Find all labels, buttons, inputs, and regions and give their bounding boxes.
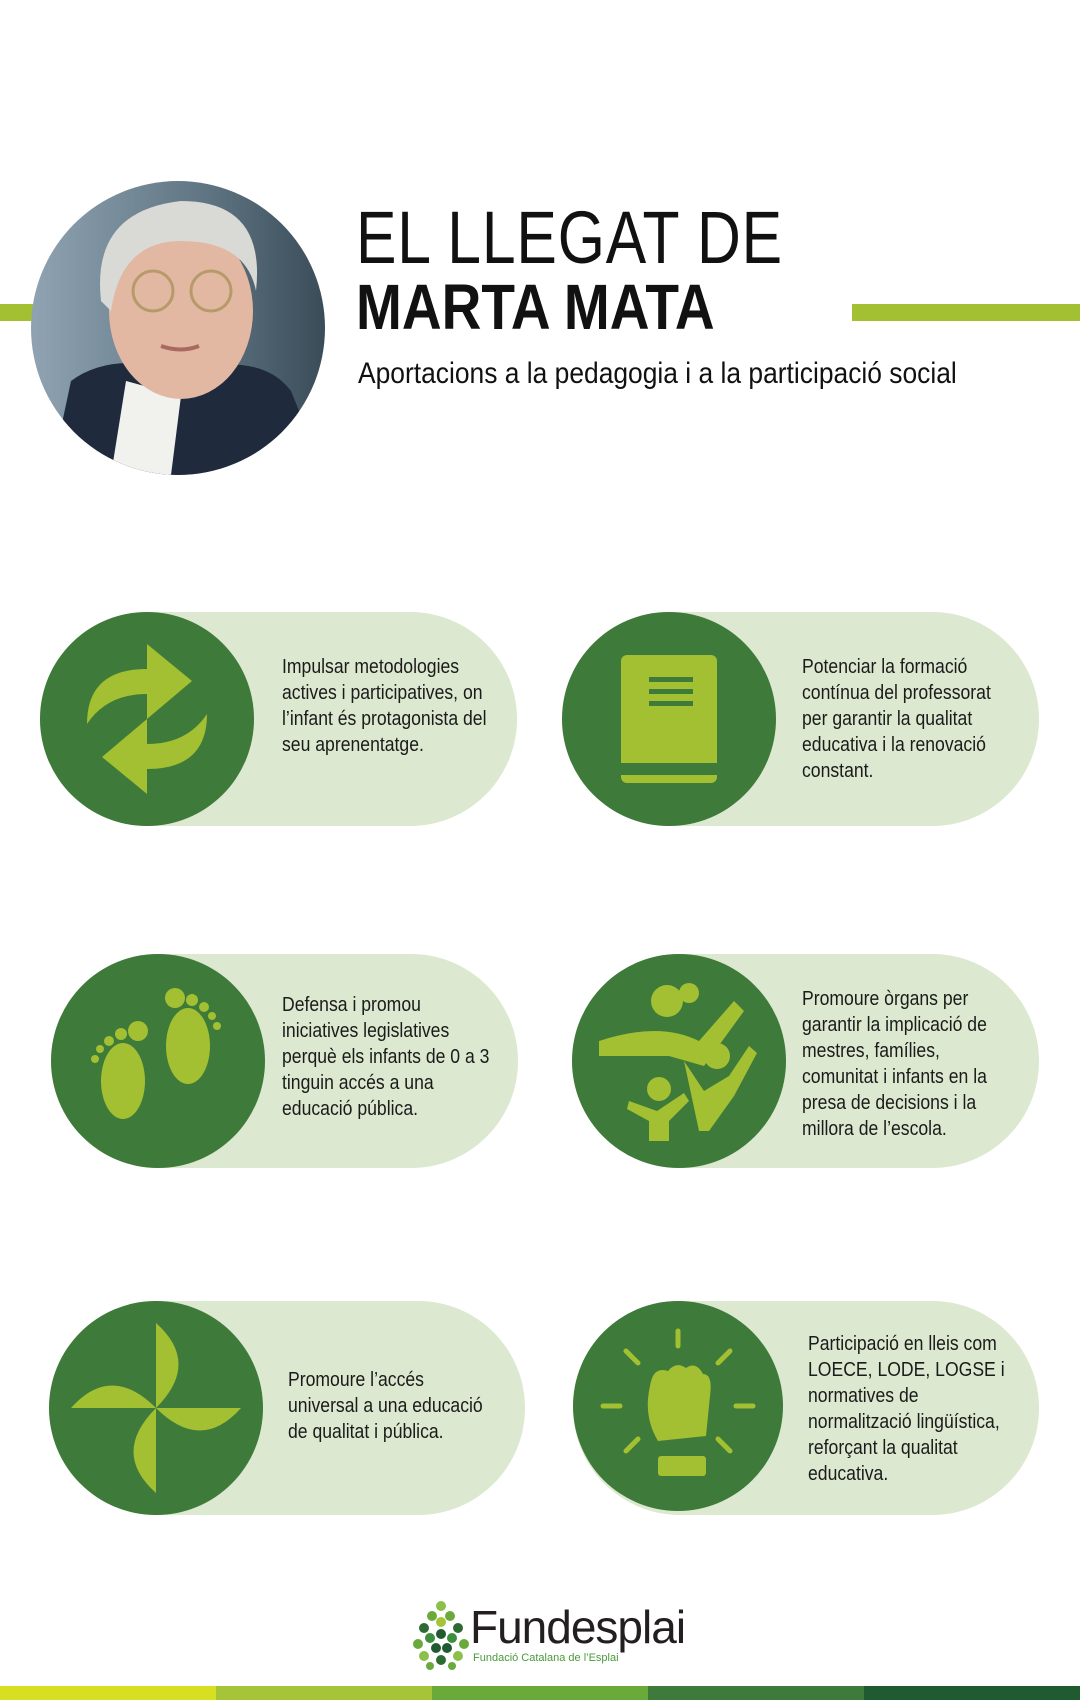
tree-logo-icon [410, 1600, 472, 1670]
refresh-arrows-icon [40, 612, 254, 826]
community-people-icon [572, 954, 786, 1168]
card-text: Promoure l’accés universal a una educació de qualitat i pública. [288, 1369, 483, 1443]
card-text: Potenciar la formació contínua del professorat per garantir la qualitat educativa i la renovació constant. [802, 656, 991, 782]
fundesplai-logo [410, 1600, 690, 1672]
page-subtitle: Aportacions a la pedagogia i a la participació social [358, 357, 957, 390]
portrait-photo [31, 181, 325, 475]
accent-line-right [852, 304, 1080, 321]
footer-bar-3 [432, 1686, 648, 1700]
footer-bar-4 [648, 1686, 864, 1700]
card-universal-access [49, 1301, 525, 1515]
card-methodologies [40, 612, 517, 826]
card-text: Defensa i promou iniciatives legislatives perquè els infants de 0 a 3 tinguin accés a una educació pública. [282, 994, 490, 1120]
card-teacher-training [562, 612, 1039, 826]
raised-fist-icon [573, 1301, 783, 1511]
footer-bar-1 [0, 1686, 216, 1700]
card-participation-bodies [572, 954, 1039, 1168]
page-title-line1: EL LLEGAT DE [356, 196, 783, 279]
footer-bar-2 [216, 1686, 432, 1700]
card-text: Participació en lleis com LOECE, LODE, LOGSE i normatives de normalització lingüística, reforçant la qualitat educativa. [808, 1333, 1005, 1485]
logo-name: Fundesplai [470, 1601, 686, 1653]
card-laws [573, 1301, 1039, 1515]
book-icon [562, 612, 776, 826]
card-early-education [51, 954, 518, 1168]
logo-tagline: Fundació Catalana de l’Esplai [473, 1652, 619, 1664]
card-text: Impulsar metodologies actives i participatives, on l’infant és protagonista del seu aprenentatge. [282, 656, 487, 756]
accent-line-left [0, 304, 34, 321]
card-text: Promoure òrgans per garantir la implicació de mestres, famílies, comunitat i infants en la presa de decisions i la millora de l’escola. [802, 988, 987, 1140]
footprints-icon [51, 954, 265, 1168]
pinwheel-icon [49, 1301, 263, 1515]
footer-bar-5 [864, 1686, 1080, 1700]
page-title-line2: MARTA MATA [356, 271, 715, 343]
